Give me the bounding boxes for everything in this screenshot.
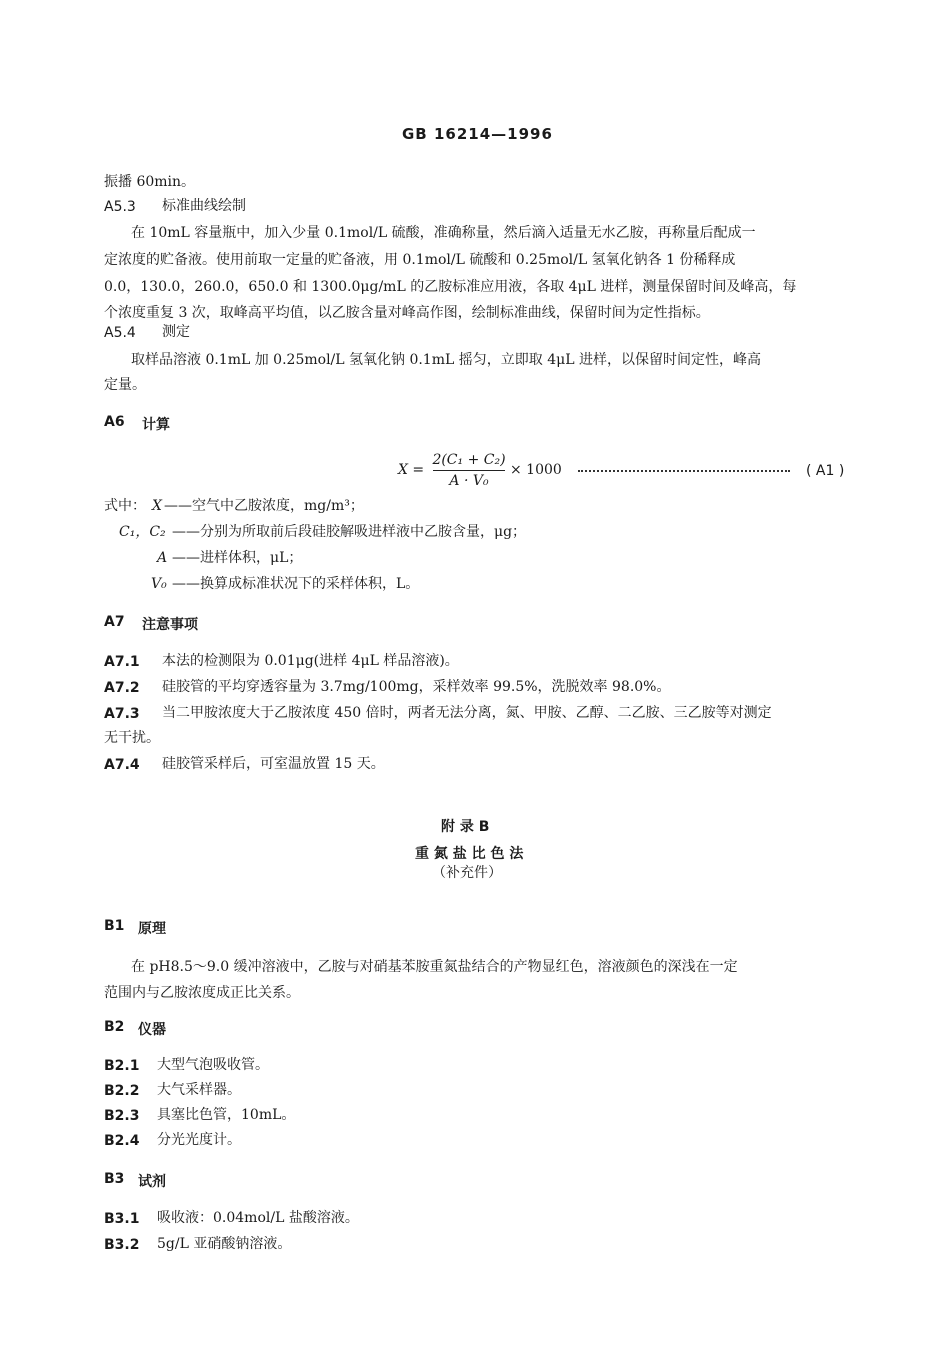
paragraph-tail: 振播 60min。: [104, 174, 196, 190]
formula-numerator: 2(C₁ + C₂): [432, 452, 506, 468]
formula-denominator: A · V₀: [449, 473, 489, 489]
fraction-bar: [433, 470, 505, 471]
clause-text: 5g/L 亚硝酸钠溶液。: [157, 1236, 292, 1252]
leader-dots: [578, 470, 790, 472]
clause-text: 本法的检测限为 0.01μg(进样 4μL 样品溶液)。: [162, 653, 459, 669]
clause-text: 分光光度计。: [157, 1132, 241, 1148]
clause-number: A7.2: [104, 680, 140, 696]
clause-number: B2.2: [104, 1083, 140, 1099]
section-title: 计算: [142, 417, 170, 433]
paragraph-line: 范围内与乙胺浓度成正比关系。: [104, 985, 300, 1001]
symbol-definition: ——空气中乙胺浓度，mg/m³；: [164, 498, 364, 514]
section-number: A6: [104, 414, 125, 430]
clause-text: 当二甲胺浓度大于乙胺浓度 450 倍时，两者无法分离，氮、甲胺、乙醇、二乙胺、三乙胺等对测定: [162, 705, 772, 721]
clause-number: B3.2: [104, 1237, 140, 1253]
clause-text: 硅胶管采样后，可室温放置 15 天。: [162, 756, 385, 772]
appendix-title: 重 氮 盐 比 色 法: [415, 846, 524, 862]
symbol: X: [152, 498, 162, 514]
clause-text: 具塞比色管，10mL。: [157, 1107, 296, 1123]
clause-number: A7.3: [104, 706, 140, 722]
clause-number: B2.3: [104, 1108, 140, 1124]
standard-number-header: GB 16214—1996: [402, 125, 553, 143]
symbol: A: [157, 550, 168, 566]
paragraph-line: 在 10mL 容量瓶中，加入少量 0.1mol/L 硫酸，准确称量，然后滴入适量无水乙胺，再称量后配成一: [131, 225, 756, 241]
clause-number: B3.1: [104, 1211, 140, 1227]
formula-tag: ( A1 ): [806, 463, 845, 479]
paragraph-line: 0.0，130.0，260.0，650.0 和 1300.0μg/mL 的乙胺标准应用液，各取 4μL 进样，测量保留时间及峰高，每: [104, 279, 797, 295]
clause-number: A7.1: [104, 654, 140, 670]
paragraph-line: 定浓度的贮备液。使用前取一定量的贮备液，用 0.1mol/L 硫酸和 0.25mol/L 氢氧化钠各 1 份稀释成: [104, 252, 736, 268]
formula-multiplier: × 1000: [510, 462, 562, 478]
clause-number: B2.1: [104, 1058, 140, 1074]
clause-text: 大型气泡吸收管。: [157, 1057, 269, 1073]
clause-number: A5.4: [104, 325, 136, 341]
paragraph-line: 定量。: [104, 377, 146, 393]
symbol: V₀: [151, 576, 167, 592]
section-number: B1: [104, 918, 125, 934]
appendix-subtitle: （补充件）: [432, 865, 502, 881]
clause-title: 标准曲线绘制: [162, 198, 246, 214]
section-title: 试剂: [138, 1174, 166, 1190]
section-title: 注意事项: [142, 617, 198, 633]
where-lead: 式中：: [104, 498, 146, 514]
symbol-definition: ——进样体积，μL；: [172, 550, 303, 566]
section-number: B2: [104, 1019, 125, 1035]
section-number: A7: [104, 614, 125, 630]
appendix-label: 附 录 B: [441, 819, 490, 835]
section-title: 原理: [138, 921, 166, 937]
formula-lhs: X =: [398, 462, 425, 478]
clause-title: 测定: [162, 324, 190, 340]
symbol: C₁，C₂: [119, 524, 166, 540]
symbol-definition: ——分别为所取前后段硅胶解吸进样液中乙胺含量，μg；: [172, 524, 527, 540]
paragraph-line: 取样品溶液 0.1mL 加 0.25mol/L 氢氧化钠 0.1mL 摇匀，立即取 4μL 进样，以保留时间定性，峰高: [131, 352, 761, 368]
clause-text: 硅胶管的平均穿透容量为 3.7mg/100mg，采样效率 99.5%，洗脱效率 98.0%。: [162, 679, 671, 695]
clause-number: B2.4: [104, 1133, 140, 1149]
section-number: B3: [104, 1171, 125, 1187]
symbol-definition: ——换算成标准状况下的采样体积，L。: [172, 576, 420, 592]
section-title: 仪器: [138, 1022, 166, 1038]
clause-text: 吸收液：0.04mol/L 盐酸溶液。: [157, 1210, 359, 1226]
clause-text: 大气采样器。: [157, 1082, 241, 1098]
clause-number: A7.4: [104, 757, 140, 773]
clause-number: A5.3: [104, 199, 136, 215]
paragraph-line: 个浓度重复 3 次，取峰高平均值，以乙胺含量对峰高作图，绘制标准曲线，保留时间为定性指标。: [104, 305, 710, 321]
clause-text-continued: 无干扰。: [104, 730, 160, 746]
paragraph-line: 在 pH8.5～9.0 缓冲溶液中，乙胺与对硝基苯胺重氮盐结合的产物显红色，溶液颜色的深浅在一定: [131, 959, 738, 975]
